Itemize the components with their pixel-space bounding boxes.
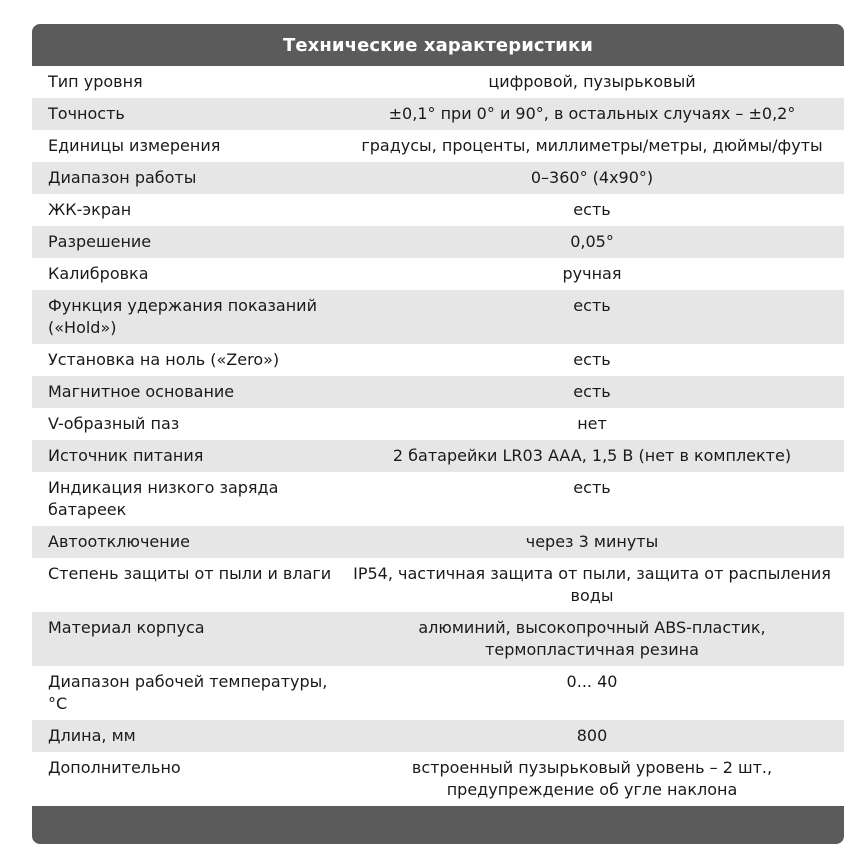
row-value: градусы, проценты, миллиметры/метры, дюймы/футы bbox=[346, 130, 844, 162]
row-value: встроенный пузырьковый уровень – 2 шт., предупреждение об угле наклона bbox=[346, 752, 844, 806]
table-row bbox=[32, 612, 844, 666]
row-param: ЖК-экран bbox=[32, 194, 346, 226]
row-value: есть bbox=[346, 472, 844, 526]
spec-table-title: Технические характеристики bbox=[283, 34, 593, 56]
row-value: 0–360° (4х90°) bbox=[346, 162, 844, 194]
table-row bbox=[32, 408, 844, 440]
table-row bbox=[32, 226, 844, 258]
table-row bbox=[32, 472, 844, 526]
table-row bbox=[32, 526, 844, 558]
row-param: Тип уровня bbox=[32, 66, 346, 98]
table-row bbox=[32, 558, 844, 612]
row-value: 2 батарейки LR03 AAA, 1,5 В (нет в комплекте) bbox=[346, 440, 844, 472]
row-param: Единицы измерения bbox=[32, 130, 346, 162]
row-param: Точность bbox=[32, 98, 346, 130]
row-param: Автоотключение bbox=[32, 526, 346, 558]
table-row bbox=[32, 344, 844, 376]
table-row bbox=[32, 162, 844, 194]
row-value: есть bbox=[346, 376, 844, 408]
row-param: Магнитное основание bbox=[32, 376, 346, 408]
row-param: Степень защиты от пыли и влаги bbox=[32, 558, 346, 612]
row-value: 800 bbox=[346, 720, 844, 752]
row-param: Установка на ноль («Zero») bbox=[32, 344, 346, 376]
row-param: Материал корпуса bbox=[32, 612, 346, 666]
spec-table bbox=[32, 66, 844, 806]
row-value: 0... 40 bbox=[346, 666, 844, 720]
table-row bbox=[32, 66, 844, 98]
row-param: Диапазон работы bbox=[32, 162, 346, 194]
row-value: есть bbox=[346, 344, 844, 376]
table-row bbox=[32, 440, 844, 472]
row-value: ±0,1° при 0° и 90°, в остальных случаях – ±0,2° bbox=[346, 98, 844, 130]
row-value: цифровой, пузырьковый bbox=[346, 66, 844, 98]
row-param: Индикация низкого заряда батареек bbox=[32, 472, 346, 526]
spec-table-footer bbox=[32, 806, 844, 833]
table-row bbox=[32, 752, 844, 806]
row-value: IP54, частичная защита от пыли, защита от распыления воды bbox=[346, 558, 844, 612]
row-value: нет bbox=[346, 408, 844, 440]
row-param: Разрешение bbox=[32, 226, 346, 258]
table-row bbox=[32, 194, 844, 226]
row-value: алюминий, высокопрочный ABS-пластик, термопластичная резина bbox=[346, 612, 844, 666]
spec-table-card bbox=[32, 24, 844, 844]
table-row bbox=[32, 666, 844, 720]
table-row bbox=[32, 720, 844, 752]
table-row bbox=[32, 98, 844, 130]
table-row bbox=[32, 290, 844, 344]
row-param: V-образный паз bbox=[32, 408, 346, 440]
row-param: Калибровка bbox=[32, 258, 346, 290]
row-value: ручная bbox=[346, 258, 844, 290]
row-param: Дополнительно bbox=[32, 752, 346, 806]
row-param: Источник питания bbox=[32, 440, 346, 472]
row-param: Диапазон рабочей температуры, °С bbox=[32, 666, 346, 720]
row-value: 0,05° bbox=[346, 226, 844, 258]
row-value: есть bbox=[346, 194, 844, 226]
table-row bbox=[32, 258, 844, 290]
row-param: Длина, мм bbox=[32, 720, 346, 752]
row-param: Функция удержания показаний («Hold») bbox=[32, 290, 346, 344]
table-row bbox=[32, 130, 844, 162]
table-row bbox=[32, 376, 844, 408]
row-value: через 3 минуты bbox=[346, 526, 844, 558]
row-value: есть bbox=[346, 290, 844, 344]
